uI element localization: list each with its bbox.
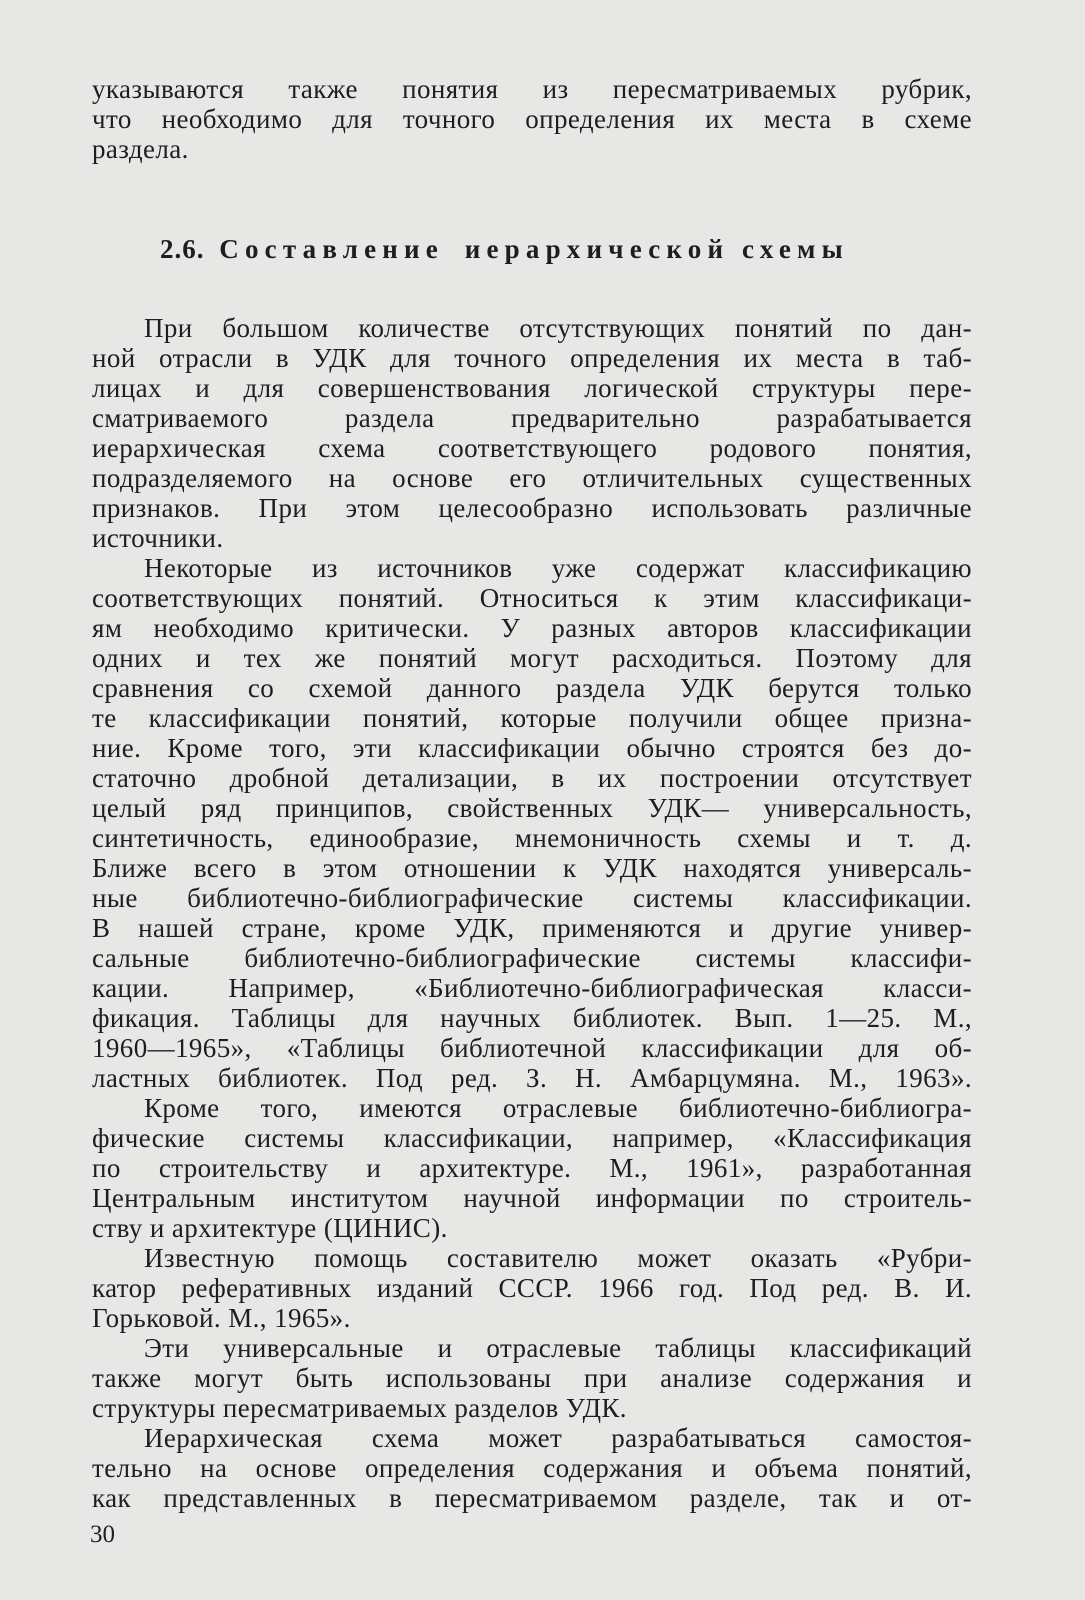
text-line: сальные библиотечно-библиографические системы классифи- (92, 943, 972, 973)
text-line: Некоторые из источников уже содержат классификацию (144, 553, 972, 583)
text-line: иерархическая схема соответствующего родового понятия, (92, 433, 972, 463)
text-line: указываются также понятия из пересматриваемых рубрик, (92, 74, 972, 104)
text-line: ной отрасли в УДК для точного определения их места в таб- (92, 343, 972, 373)
text-line: Горьковой. М., 1965». (92, 1303, 351, 1333)
text-line: статочно дробной детализации, в их построении отсутствует (92, 763, 972, 793)
heading-word: Составление (219, 234, 444, 264)
text-line: ластных библиотек. Под ред. З. Н. Амбарцумяна. М., 1963». (92, 1063, 972, 1093)
text-line: источники. (92, 523, 224, 553)
text-line: сматриваемого раздела предварительно разрабатывается (92, 403, 972, 433)
text-line: как представленных в пересматриваемом разделе, так и от- (92, 1483, 972, 1513)
text-line: одних и тех же понятий могут расходиться. Поэтому для (92, 643, 972, 673)
text-line: Кроме того, имеются отраслевые библиотечно-библиогра- (144, 1093, 972, 1123)
text-line: фикация. Таблицы для научных библиотек. Вып. 1—25. М., (92, 1003, 972, 1033)
text-line: ние. Кроме того, эти классификации обычно строятся без до- (92, 733, 972, 763)
text-line: также могут быть использованы при анализе содержания и (92, 1363, 972, 1393)
text-line: тельно на основе определения содержания и объема понятий, (92, 1453, 972, 1483)
text-line: Ближе всего в этом отношении к УДК находятся универсаль- (92, 853, 972, 883)
text-line: что необходимо для точного определения их места в схеме (92, 104, 972, 134)
page-number: 30 (90, 1521, 115, 1548)
section-heading (160, 232, 920, 266)
text-line: При большом количестве отсутствующих понятий по дан- (144, 313, 972, 343)
section-number: 2.6. (160, 234, 205, 264)
text-line: соответствующих понятий. Относиться к этим классификаци- (92, 583, 972, 613)
heading-word: иерархической (464, 234, 730, 264)
text-line: катор реферативных изданий СССР. 1966 год. Под ред. В. И. (92, 1273, 972, 1303)
text-line: ству и архитектуре (ЦИНИС). (92, 1213, 448, 1243)
body-text (92, 313, 972, 1513)
text-line: синтетичность, единообразие, мнемоничность схемы и т. д. (92, 823, 972, 853)
text-line: признаков. При этом целесообразно использовать различные (92, 493, 972, 523)
text-line: подразделяемого на основе его отличительных существенных (92, 463, 972, 493)
text-line: Известную помощь составителю может оказать «Рубри- (144, 1243, 972, 1273)
text-line: сравнения со схемой данного раздела УДК берутся только (92, 673, 972, 703)
text-line: кации. Например, «Библиотечно-библиографическая класси- (92, 973, 972, 1003)
top-paragraph (92, 74, 972, 164)
text-line: ные библиотечно-библиографические системы классификации. (92, 883, 972, 913)
text-line: Иерархическая схема может разрабатываться самостоя- (144, 1423, 972, 1453)
text-line: по строительству и архитектуре. М., 1961», разработанная (92, 1153, 972, 1183)
text-line: Эти универсальные и отраслевые таблицы классификаций (144, 1333, 972, 1363)
text-line: раздела. (92, 134, 189, 164)
text-line: ям необходимо критически. У разных авторов классификации (92, 613, 972, 643)
heading-word: схемы (742, 234, 849, 264)
text-line: целый ряд принципов, свойственных УДК— универсальность, (92, 793, 972, 823)
text-line: В нашей стране, кроме УДК, применяются и другие универ- (92, 913, 972, 943)
text-line: лицах и для совершенствования логической структуры пере- (92, 373, 972, 403)
text-line: структуры пересматриваемых разделов УДК. (92, 1393, 627, 1423)
text-line: те классификации понятий, которые получили общее призна- (92, 703, 972, 733)
text-line: Центральным институтом научной информации по строитель- (92, 1183, 972, 1213)
text-line: 1960—1965», «Таблицы библиотечной классификации для об- (92, 1033, 972, 1063)
text-line: фические системы классификации, например, «Классификация (92, 1123, 972, 1153)
